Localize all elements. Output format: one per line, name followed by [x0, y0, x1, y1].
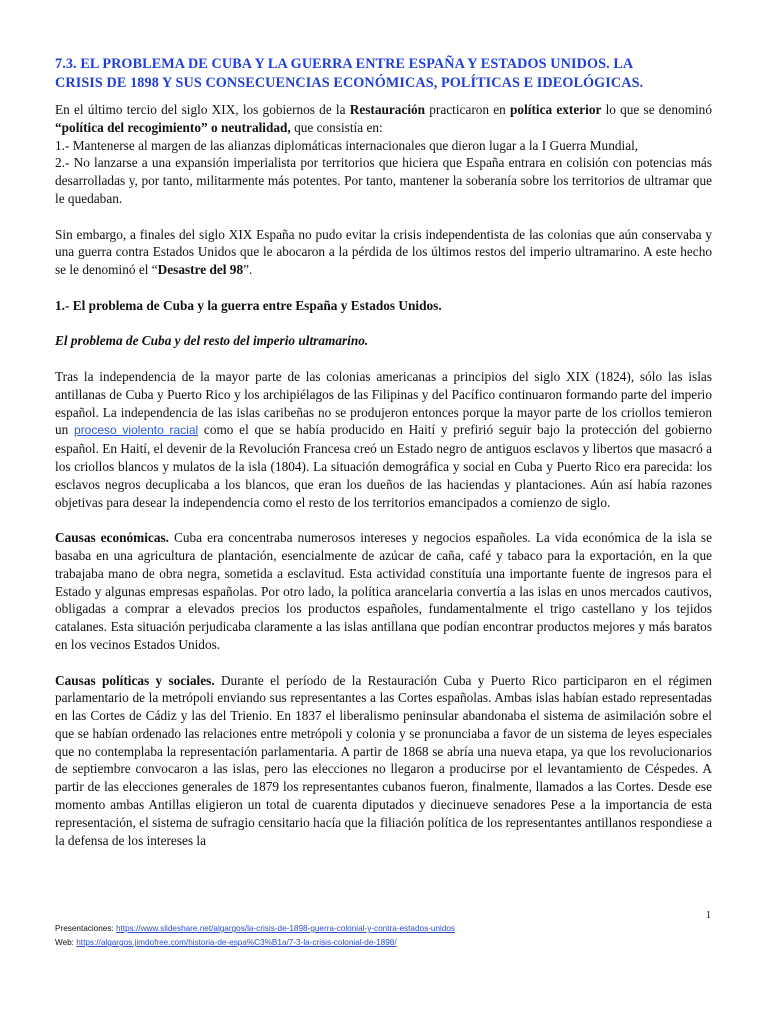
- document-page: [55, 55, 712, 849]
- title-line-2: CRISIS DE 1898 Y SUS CONSECUENCIAS ECONÓMICAS, POLÍTICAS E IDEOLÓGICAS.: [55, 75, 644, 91]
- paragraph-desastre-end: ”.: [243, 262, 253, 278]
- paragraph-desastre-bold: Desastre del 98: [157, 262, 244, 278]
- causas-politicas-heading: Causas políticas y sociales.: [55, 672, 215, 688]
- subsection-heading-1: El problema de Cuba y del resto del imperio ultramarino.: [55, 333, 369, 349]
- title-line-1: 7.3. EL PROBLEMA DE CUBA Y LA GUERRA ENTRE ESPAÑA Y ESTADOS UNIDOS. LA: [55, 56, 634, 72]
- footer-web: [55, 936, 455, 950]
- intro-text-1: En el último tercio del siglo XIX, los gobiernos de la: [55, 102, 350, 117]
- paragraph-independencia-text-2: como el que se había producido en Haití y prefirió seguir bajo la protección del gobierno español. En Haití, el devenir de la Revolución Francesa creó un Estado negro de antiguos esclavos y libertos que masacró a los criollos blancos y mulatos de la isla (1804). La situación demográfica y social en Cuba y Puerto Rico era parecida: los esclavos negros decuplicaba a los blancos, que eran los dueños de las haciendas y plantaciones. Aún así había razones objetivas para desear la independencia como el resto de los territorios emancipados a comienzo de siglo.: [55, 422, 713, 510]
- paragraph-independencia-text-1: Tras la independencia de la mayor parte de las colonias americanas a principios del siglo XIX (1824), sólo las islas antillanas de Cuba y Puerto Rico y los archipiélagos de las Filipinas y del Pacífico continuaron formando parte del imperio español. La independencia de las islas caribeñas no se produjeron entonces porque la mayor parte de los criollos temieron un: [55, 368, 712, 438]
- intro-text-4: que consistía en:: [290, 119, 383, 135]
- proceso-violento-racial-link[interactable]: proceso violento racial: [74, 423, 199, 438]
- footer: [55, 922, 455, 950]
- intro-text-3: lo que se denominó: [601, 102, 712, 117]
- intro-bold-recogimiento: “política del recogimiento” o neutralidad,: [55, 119, 291, 135]
- intro-item-2: 2.- No lanzarse a una expansión imperialista por territorios que hiciera que España entrara en colisión con potencias más desarrolladas y, por tanto, militarmente más potentes. Por tanto, mantener la soberanía sobre los territorios de ultramar que le quedaban.: [55, 155, 712, 206]
- intro-text-2: practicaron en: [425, 102, 511, 117]
- intro-bold-restauracion: Restauración: [349, 102, 426, 117]
- paragraph-desastre-text: Sin embargo, a finales del siglo XIX España no pudo evitar la crisis independentista de las colonias que aún conservaba y una guerra contra Estados Unidos que le abocaron a la pérdida de los últimos restos del imperio ultramarino. A este hecho se le denominó el “: [55, 226, 712, 278]
- paragraph-causas-economicas: [55, 529, 712, 654]
- footer-presentaciones: [55, 922, 455, 936]
- document-title: [55, 55, 712, 93]
- causas-economicas-text: Cuba era concentraba numerosos intereses y negocios españoles. La vida económica de la isla se basaba en una agricultura de plantación, esencialmente de azúcar de caña, café y tabaco para la exportación, en la que trabajaba mano de obra negra, sometida a esclavitud. Esta actividad constituía una importante fuente de ingresos para el Estado y algunas empresas españolas. Por otro lado, la política arancelaria convertía a las islas en unos mercados cautivos, obligadas a comprar a elevados precios los productos españoles, fundamentalmente el trigo castellano y los tejidos catalanes. Esta situación perjudicaba claramente a las islas antillana que podían encontrar productos mejores y más baratos en los vecinos Estados Unidos.: [55, 530, 712, 652]
- footer-link-slideshare[interactable]: https://www.slideshare.net/algargos/la-crisis-de-1898-guerra-colonial-y-contra-estados-unidos: [116, 924, 456, 933]
- footer-label-web: Web:: [55, 938, 77, 947]
- causas-politicas-text: Durante el período de la Restauración Cuba y Puerto Rico participaron en el régimen parlamentario de la metrópoli enviando sus representantes a las Cortes españolas. Ambas islas habían estado representadas en las Cortes de Cádiz y las del Trienio. En 1837 el liberalismo peninsular abandonaba el sistema de asimilación sobre el que se habían ordenado las relaciones entre metrópoli y colonia y se pronunciaba a favor de un sistema de leyes especiales que no contemplaba la representación parlamentaria. A partir de 1868 se abría una nueva etapa, ya que los revolucionarios de septiembre convocaron a las islas, pero las elecciones no llegaron a producirse por el levantamiento de Céspedes. A partir de las elecciones generales de 1879 los representantes cubanos fueron, finalmente, llamados a las Cortes. Desde ese momento ambas Antillas eligieron un total de cuarenta diputados y diecinueve senadores Pese a la importancia de esta representación, el sistema de sufragio censitario hacía que la filiación política de los representantes antillanos respondiese a la defensa de los intereses la: [55, 672, 712, 848]
- paragraph-independencia: [55, 368, 712, 511]
- paragraph-causas-politicas: [55, 672, 712, 850]
- footer-label-presentaciones: Presentaciones:: [55, 924, 116, 933]
- intro-bold-politica-exterior: política exterior: [510, 102, 602, 117]
- causas-economicas-heading: Causas económicas.: [55, 530, 169, 546]
- intro-item-1: 1.- Mantenerse al margen de las alianzas diplomáticas internacionales que dieron lugar a la I Guerra Mundial,: [55, 137, 639, 153]
- paragraph-desastre: [55, 226, 712, 279]
- page-number: 1: [706, 910, 711, 921]
- section-heading-1: 1.- El problema de Cuba y la guerra entre España y Estados Unidos.: [55, 297, 442, 313]
- footer-link-web[interactable]: https://algargos.jimdofree.com/historia-de-espa%C3%B1a/7-3-la-crisis-colonial-de-1898/: [76, 938, 397, 947]
- intro-paragraph: [55, 101, 712, 137]
